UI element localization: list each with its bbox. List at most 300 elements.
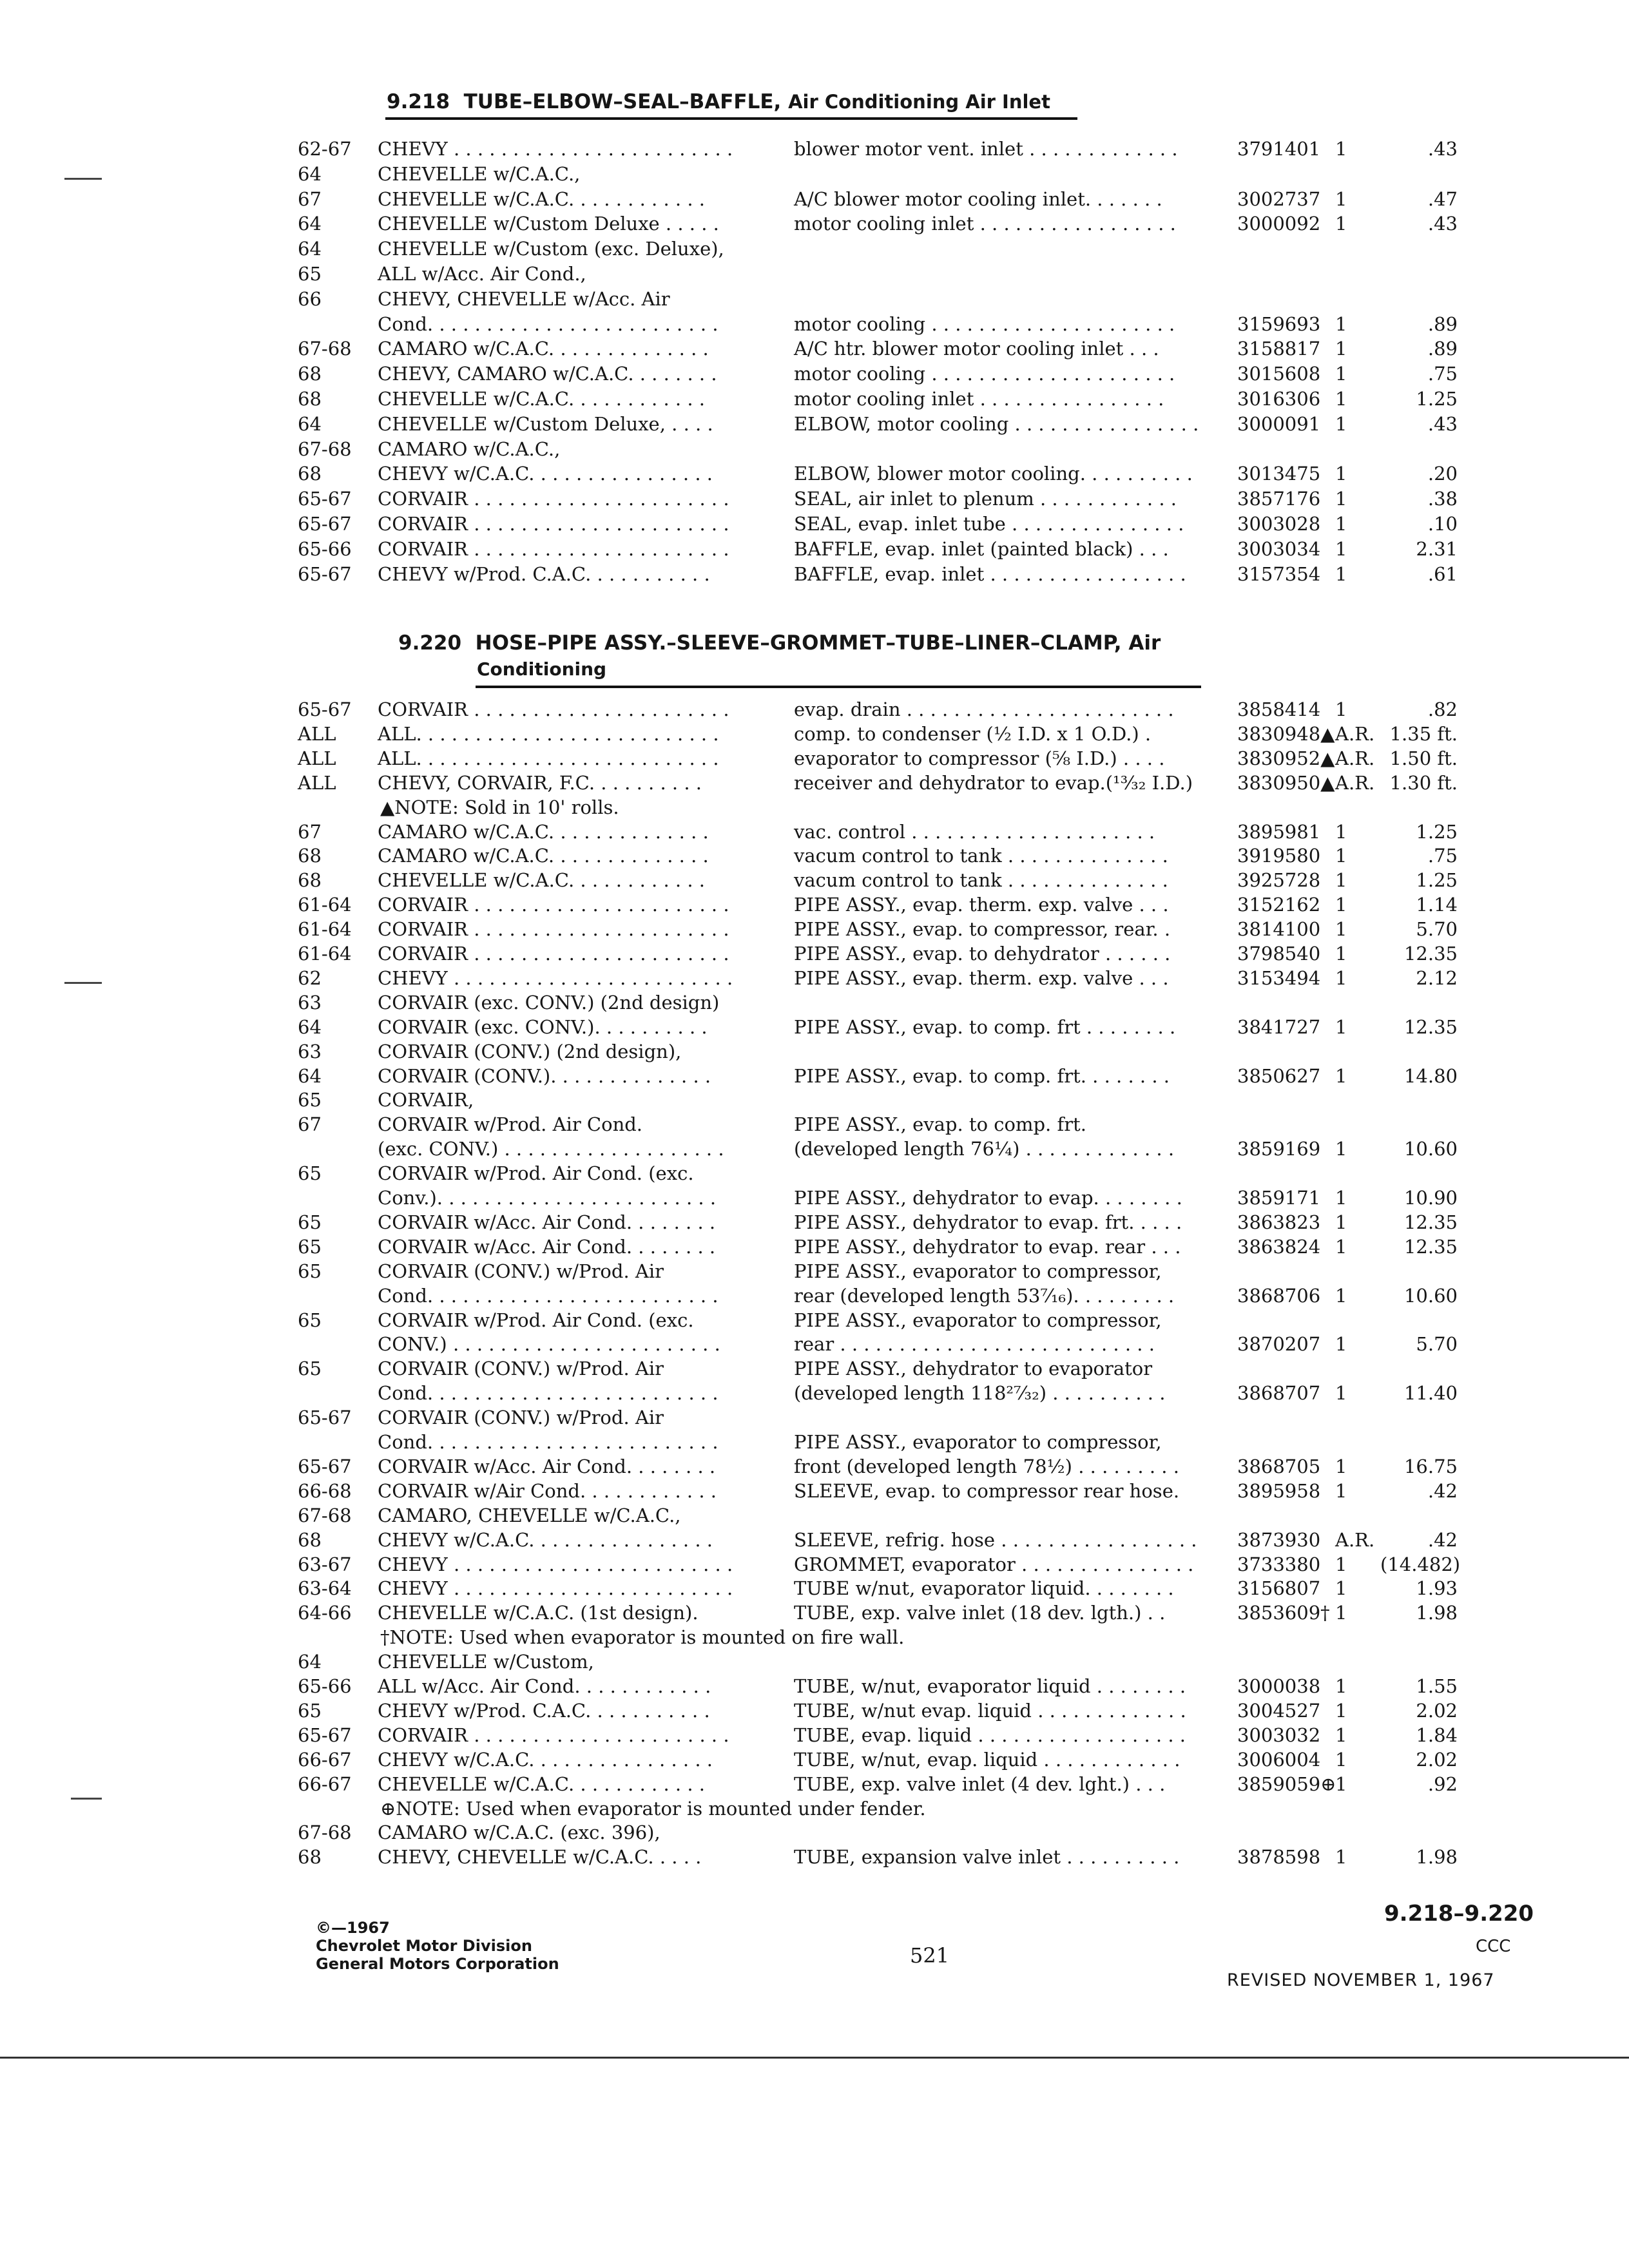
year-cell: 61-64 (298, 943, 352, 965)
section-range: 9.218–9.220 (1384, 1901, 1534, 1927)
part-number-cell: 3003032 (1237, 1724, 1321, 1746)
division-name: Chevrolet Motor Division (316, 1937, 532, 1955)
part-number-cell: 3798540 (1237, 943, 1321, 965)
year-cell: 67 (298, 820, 322, 843)
description-cell: (developed length 118²⁷⁄₃₂) . . . . . . . . . . (794, 1382, 1166, 1405)
table-row (0, 1846, 1629, 1870)
model-cell: CAMARO w/C.A.C. (exc. 396), (378, 1821, 660, 1844)
model-cell: CORVAIR w/Prod. Air Cond. (378, 1113, 643, 1136)
table-row (0, 1138, 1629, 1162)
year-cell: 64 (298, 1064, 322, 1087)
price-cell: 12.35 (1403, 943, 1458, 965)
description-cell: front (developed length 78½) . . . . . . . . . (794, 1455, 1179, 1477)
part-number-cell: 3863824 (1237, 1235, 1321, 1258)
quantity-cell: 1 (1335, 1479, 1347, 1502)
note-text: †NOTE: Used when evaporator is mounted on fire wall. (380, 1626, 905, 1649)
section-title: HOSE–PIPE ASSY.–SLEEVE–GROMMET–TUBE–LINER–CLAMP, Air (475, 631, 1161, 655)
table-row (0, 188, 1629, 213)
year-cell: 65-67 (298, 1407, 352, 1429)
year-cell: ALL (298, 747, 336, 769)
price-cell: 1.35 ft. (1389, 722, 1458, 745)
year-cell: ALL (298, 722, 336, 745)
table-row (0, 1260, 1629, 1285)
model-cell: CAMARO w/C.A.C., (378, 437, 561, 460)
quantity-cell: 1 (1335, 845, 1347, 867)
year-cell: 68 (298, 1846, 322, 1869)
model-cell: Cond. . . . . . . . . . . . . . . . . . . . . . . . . (378, 1284, 718, 1307)
price-cell: 2.02 (1416, 1748, 1458, 1771)
year-cell: 65-67 (298, 698, 352, 720)
year-cell: 65 (298, 1358, 322, 1380)
description-cell: motor cooling . . . . . . . . . . . . . . . . . . . . . (794, 363, 1175, 385)
model-cell: CHEVY w/Prod. C.A.C. . . . . . . . . . . (378, 1699, 710, 1722)
part-number-cell: 3000038 (1237, 1675, 1321, 1697)
quantity-cell: 1 (1335, 698, 1347, 720)
description-cell: PIPE ASSY., dehydrator to evap. frt. . . . . (794, 1211, 1182, 1233)
catalog-code: CCC (1476, 1937, 1511, 1956)
year-cell: 66 (298, 287, 322, 310)
description-cell: A/C htr. blower motor cooling inlet . . . (794, 338, 1159, 360)
quantity-cell: 1 (1335, 488, 1347, 510)
year-cell: 67 (298, 187, 322, 210)
table-row (0, 1577, 1629, 1602)
description-cell: TUBE, evap. liquid . . . . . . . . . . . . . . . . . . (794, 1724, 1186, 1746)
year-cell: 62-67 (298, 138, 352, 160)
year-cell: 65 (298, 1309, 322, 1331)
quantity-cell: 1 (1335, 1699, 1347, 1722)
model-cell: CHEVY w/C.A.C. . . . . . . . . . . . . . . . (378, 1748, 713, 1771)
year-cell: 65 (298, 1260, 322, 1282)
price-cell: 11.40 (1403, 1382, 1458, 1405)
year-cell: 65-67 (298, 513, 352, 535)
model-cell: CAMARO w/C.A.C. . . . . . . . . . . . . . (378, 338, 709, 360)
table-row (0, 388, 1629, 412)
part-number-cell: 3830950▲ (1237, 771, 1335, 794)
table-row (0, 698, 1629, 723)
table-row (0, 894, 1629, 918)
quantity-cell: 1 (1335, 412, 1347, 435)
page-number: 521 (910, 1943, 950, 1968)
table-row (0, 1431, 1629, 1456)
price-cell: .92 (1427, 1773, 1458, 1795)
table-row (0, 943, 1629, 967)
year-cell: 61-64 (298, 918, 352, 941)
quantity-cell: 1 (1335, 562, 1347, 585)
year-cell: 63-64 (298, 1577, 352, 1600)
price-cell: 1.25 (1416, 869, 1458, 892)
table-row (0, 1333, 1629, 1358)
table-row (0, 1821, 1629, 1846)
price-cell: .10 (1427, 513, 1458, 535)
year-cell: 68 (298, 845, 322, 867)
year-cell: 65 (298, 1211, 322, 1233)
table-row (0, 1504, 1629, 1529)
part-number-cell: 3830948▲ (1237, 722, 1335, 745)
model-cell: ALL w/Acc. Air Cond. . . . . . . . . . . . (378, 1675, 711, 1697)
year-cell: 68 (298, 388, 322, 410)
table-row (0, 845, 1629, 869)
price-cell: 1.14 (1416, 894, 1458, 916)
model-cell: CORVAIR w/Acc. Air Cond. . . . . . . . (378, 1455, 716, 1477)
part-number-cell: 3157354 (1237, 562, 1321, 585)
part-number-cell: 3873930 (1237, 1528, 1321, 1551)
model-cell: CHEVY w/C.A.C. . . . . . . . . . . . . . . . (378, 1528, 713, 1551)
description-cell: TUBE, expansion valve inlet . . . . . . . . . . (794, 1846, 1180, 1869)
model-cell: CORVAIR w/Air Cond. . . . . . . . . . . . (378, 1479, 717, 1502)
quantity-cell: 1 (1335, 869, 1347, 892)
year-cell: 65-67 (298, 562, 352, 585)
price-cell: .61 (1427, 562, 1458, 585)
model-cell: Cond. . . . . . . . . . . . . . . . . . . . . . . . . (378, 1431, 718, 1453)
description-cell: motor cooling . . . . . . . . . . . . . . . . . . . . . (794, 312, 1175, 335)
table-row (0, 1089, 1629, 1113)
table-row (0, 1675, 1629, 1700)
note-text: ⊕NOTE: Used when evaporator is mounted under fender. (380, 1797, 926, 1820)
table-row (0, 723, 1629, 747)
model-cell: CORVAIR . . . . . . . . . . . . . . . . . . . . . . (378, 698, 729, 720)
table-row (0, 288, 1629, 312)
description-cell: SEAL, air inlet to plenum . . . . . . . . . . . . (794, 488, 1177, 510)
price-cell: 1.25 (1416, 820, 1458, 843)
table-row (0, 538, 1629, 562)
part-number-cell: 3878598 (1237, 1846, 1321, 1869)
part-number-cell: 3016306 (1237, 388, 1321, 410)
part-number-cell: 3859171 (1237, 1187, 1321, 1209)
price-cell: 14.80 (1403, 1064, 1458, 1087)
description-cell: evaporator to compressor (⅝ I.D.) . . . . (794, 747, 1165, 769)
price-cell: 1.93 (1416, 1577, 1458, 1600)
quantity-cell: 1 (1335, 1382, 1347, 1405)
model-cell: CHEVELLE w/Custom, (378, 1651, 594, 1673)
part-number-cell: 3857176 (1237, 488, 1321, 510)
part-number-cell: 3015608 (1237, 363, 1321, 385)
model-cell: CHEVELLE w/C.A.C. . . . . . . . . . . . (378, 388, 705, 410)
quantity-cell: 1 (1335, 1138, 1347, 1160)
description-cell: PIPE ASSY., evaporator to compressor, (794, 1260, 1162, 1282)
table-row (0, 438, 1629, 463)
year-cell: 67-68 (298, 437, 352, 460)
year-cell: 67-68 (298, 338, 352, 360)
model-cell: CORVAIR . . . . . . . . . . . . . . . . . . . . . . (378, 1724, 729, 1746)
model-cell: CHEVY, CHEVELLE w/C.A.C. . . . . (378, 1846, 702, 1869)
part-number-cell: 3895958 (1237, 1479, 1321, 1502)
model-cell: CHEVELLE w/C.A.C., (378, 162, 581, 185)
table-row (0, 1016, 1629, 1041)
table-row (0, 1211, 1629, 1236)
description-cell: vacum control to tank . . . . . . . . . . . . . . (794, 845, 1168, 867)
model-cell: ALL w/Acc. Air Cond., (378, 263, 586, 285)
description-cell: GROMMET, evaporator . . . . . . . . . . . . . . . (794, 1553, 1194, 1575)
revised-date: REVISED NOVEMBER 1, 1967 (1227, 1970, 1495, 1990)
description-cell: PIPE ASSY., dehydrator to evap. . . . . . . . (794, 1187, 1182, 1209)
model-cell: CORVAIR (CONV.). . . . . . . . . . . . . . (378, 1064, 711, 1087)
price-cell: 1.50 ft. (1389, 747, 1458, 769)
model-cell: CHEVY, CAMARO w/C.A.C. . . . . . . . (378, 363, 717, 385)
part-number-cell: 3830952▲ (1237, 747, 1335, 769)
quantity-cell: 1 (1335, 537, 1347, 560)
model-cell: CHEVELLE w/C.A.C. (1st design). (378, 1602, 699, 1624)
price-cell: .75 (1427, 845, 1458, 867)
quantity-cell: 1 (1335, 463, 1347, 485)
price-cell: 12.35 (1403, 1015, 1458, 1038)
table-row (0, 488, 1629, 512)
copyright: ©—1967 (316, 1919, 390, 1937)
price-cell: 10.60 (1403, 1138, 1458, 1160)
price-cell: 2.12 (1416, 966, 1458, 989)
model-cell: CHEVELLE w/Custom Deluxe, . . . . (378, 412, 713, 435)
description-cell: BAFFLE, evap. inlet . . . . . . . . . . . . . . . . . (794, 562, 1186, 585)
table-row (0, 1162, 1629, 1187)
model-cell: CAMARO w/C.A.C. . . . . . . . . . . . . . (378, 845, 709, 867)
price-cell: 1.98 (1416, 1602, 1458, 1624)
quantity-cell: 1 (1335, 1577, 1347, 1600)
corporation-name: General Motors Corporation (316, 1955, 559, 1973)
table-row (0, 338, 1629, 362)
table-row (0, 263, 1629, 287)
year-cell: 67-68 (298, 1821, 352, 1844)
part-number-cell: 3003028 (1237, 513, 1321, 535)
table-row (0, 1065, 1629, 1090)
table-row (0, 138, 1629, 162)
part-number-cell: 3859169 (1237, 1138, 1321, 1160)
price-cell: 10.60 (1403, 1284, 1458, 1307)
year-cell: ALL (298, 771, 336, 794)
year-cell: 65 (298, 1235, 322, 1258)
quantity-cell: 1 (1335, 1333, 1347, 1356)
price-cell: 12.35 (1403, 1235, 1458, 1258)
part-number-cell: 3895981 (1237, 820, 1321, 843)
model-cell: ALL. . . . . . . . . . . . . . . . . . . . . . . . . . (378, 722, 719, 745)
price-cell: 16.75 (1403, 1455, 1458, 1477)
year-cell: 61-64 (298, 894, 352, 916)
description-cell: ELBOW, motor cooling . . . . . . . . . . . . . . . . (794, 412, 1199, 435)
section-title: TUBE–ELBOW–SEAL–BAFFLE, (463, 90, 782, 113)
section-9220-title (398, 631, 1161, 655)
year-cell: 67 (298, 1113, 322, 1136)
description-cell: PIPE ASSY., dehydrator to evaporator (794, 1358, 1153, 1380)
table-row (0, 1407, 1629, 1431)
year-cell: 66-68 (298, 1479, 352, 1502)
table-row (0, 992, 1629, 1016)
model-cell: CHEVY w/Prod. C.A.C. . . . . . . . . . . (378, 562, 710, 585)
year-cell: 65 (298, 1699, 322, 1722)
year-cell: 63 (298, 1040, 322, 1062)
year-cell: 65 (298, 1089, 322, 1111)
model-cell: CORVAIR . . . . . . . . . . . . . . . . . . . . . . (378, 513, 729, 535)
model-cell: CHEVELLE w/Custom Deluxe . . . . . (378, 213, 719, 235)
section-9220-title-cont: Conditioning (477, 658, 607, 680)
description-cell: PIPE ASSY., evap. therm. exp. valve . . . (794, 966, 1169, 989)
year-cell: 68 (298, 463, 322, 485)
price-cell: .89 (1427, 312, 1458, 335)
table-row (0, 1113, 1629, 1138)
model-cell: CORVAIR w/Prod. Air Cond. (exc. (378, 1309, 694, 1331)
price-cell: .43 (1427, 213, 1458, 235)
description-cell: vac. control . . . . . . . . . . . . . . . . . . . . . (794, 820, 1155, 843)
bottom-rule (0, 2057, 1629, 2059)
price-cell: 5.70 (1416, 918, 1458, 941)
table-row (0, 1700, 1629, 1724)
model-cell: CHEVY w/C.A.C. . . . . . . . . . . . . . . . (378, 463, 713, 485)
table-row (0, 869, 1629, 894)
price-cell: 1.98 (1416, 1846, 1458, 1869)
description-cell: motor cooling inlet . . . . . . . . . . . . . . . . (794, 388, 1164, 410)
quantity-cell: 1 (1335, 1235, 1347, 1258)
description-cell: PIPE ASSY., evap. to comp. frt . . . . . . . . (794, 1015, 1176, 1038)
quantity-cell: 1 (1335, 1187, 1347, 1209)
description-cell: PIPE ASSY., evap. to dehydrator . . . . . . (794, 943, 1171, 965)
description-cell: TUBE w/nut, evaporator liquid. . . . . . . . (794, 1577, 1174, 1600)
part-number-cell: 3733380 (1237, 1553, 1321, 1575)
model-cell: Conv.). . . . . . . . . . . . . . . . . . . . . . . . (378, 1187, 717, 1209)
table-row (0, 1602, 1629, 1626)
table-row (0, 1309, 1629, 1334)
part-number-cell: 3859059⊕ (1237, 1773, 1336, 1795)
quantity-cell: 1 (1335, 1846, 1347, 1869)
table-row (0, 1285, 1629, 1309)
price-cell: .42 (1427, 1528, 1458, 1551)
quantity-cell: 1 (1335, 388, 1347, 410)
part-number-cell: 3003034 (1237, 537, 1321, 560)
part-number-cell: 3159693 (1237, 312, 1321, 335)
model-cell: CORVAIR . . . . . . . . . . . . . . . . . . . . . . (378, 918, 729, 941)
year-cell: 63 (298, 991, 322, 1014)
price-cell: .38 (1427, 488, 1458, 510)
model-cell: (exc. CONV.) . . . . . . . . . . . . . . . . . . . (378, 1138, 724, 1160)
quantity-cell: A.R. (1335, 1528, 1375, 1551)
table-row (0, 563, 1629, 588)
section-number: 9.218 (387, 90, 450, 113)
description-cell: TUBE, w/nut, evaporator liquid . . . . . . . . (794, 1675, 1186, 1697)
model-cell: CORVAIR . . . . . . . . . . . . . . . . . . . . . . (378, 537, 729, 560)
year-cell: 65-67 (298, 1724, 352, 1746)
model-cell: CHEVY . . . . . . . . . . . . . . . . . . . . . . . . (378, 1553, 733, 1575)
model-cell: CORVAIR (CONV.) (2nd design), (378, 1040, 682, 1062)
year-cell: 64 (298, 162, 322, 185)
description-cell: SLEEVE, refrig. hose . . . . . . . . . . . . . . . . . (794, 1528, 1197, 1551)
price-cell: .43 (1427, 138, 1458, 160)
table-row (0, 772, 1629, 796)
quantity-cell: 1 (1335, 1455, 1347, 1477)
table-row (0, 513, 1629, 537)
margin-mark (71, 1798, 102, 1800)
year-cell: 65-66 (298, 537, 352, 560)
part-number-cell: 3919580 (1237, 845, 1321, 867)
model-cell: CHEVELLE w/C.A.C. . . . . . . . . . . . (378, 869, 705, 892)
description-cell: (developed length 76¼) . . . . . . . . . . . . . (794, 1138, 1175, 1160)
model-cell: CHEVY, CHEVELLE w/Acc. Air (378, 287, 670, 310)
description-cell: vacum control to tank . . . . . . . . . . . . . . (794, 869, 1168, 892)
table-row (0, 463, 1629, 487)
year-cell: 65-66 (298, 1675, 352, 1697)
part-number-cell: 3000091 (1237, 412, 1321, 435)
quantity-cell: 1 (1335, 1284, 1347, 1307)
description-cell: BAFFLE, evap. inlet (painted black) . . . (794, 537, 1169, 560)
margin-mark (64, 178, 102, 180)
table-row (0, 1041, 1629, 1065)
part-number-cell: 3868705 (1237, 1455, 1321, 1477)
table-row (0, 363, 1629, 387)
section-subtitle: Air Conditioning Air Inlet (788, 91, 1050, 113)
year-cell: 68 (298, 1528, 322, 1551)
model-cell: CORVAIR w/Acc. Air Cond. . . . . . . . (378, 1211, 716, 1233)
quantity-cell: 1 (1335, 894, 1347, 916)
quantity-cell: 1 (1335, 187, 1347, 210)
price-cell: (14.482) (1380, 1553, 1461, 1575)
price-cell: .42 (1427, 1479, 1458, 1502)
model-cell: CHEVY . . . . . . . . . . . . . . . . . . . . . . . . (378, 138, 733, 160)
quantity-cell: 1 (1335, 943, 1347, 965)
model-cell: CORVAIR (exc. CONV.). . . . . . . . . . (378, 1015, 708, 1038)
description-cell: PIPE ASSY., evap. to comp. frt. . . . . . . . (794, 1064, 1170, 1087)
model-cell: CORVAIR (CONV.) w/Prod. Air (378, 1358, 664, 1380)
year-cell: 65-67 (298, 488, 352, 510)
model-cell: Cond. . . . . . . . . . . . . . . . . . . . . . . . . (378, 1382, 718, 1405)
part-number-cell: 3000092 (1237, 213, 1321, 235)
quantity-cell: 1 (1335, 363, 1347, 385)
table-row (0, 1773, 1629, 1798)
table-row (0, 238, 1629, 262)
description-cell: SEAL, evap. inlet tube . . . . . . . . . . . . . . . (794, 513, 1184, 535)
quantity-cell: 1 (1335, 1015, 1347, 1038)
part-number-cell: 3791401 (1237, 138, 1321, 160)
part-number-cell: 3156807 (1237, 1577, 1321, 1600)
price-cell: .20 (1427, 463, 1458, 485)
model-cell: CHEVY, CORVAIR, F.C. . . . . . . . . . (378, 771, 702, 794)
model-cell: CORVAIR, (378, 1089, 474, 1111)
model-cell: CHEVY . . . . . . . . . . . . . . . . . . . . . . . . (378, 1577, 733, 1600)
part-number-cell: 3853609† (1237, 1602, 1330, 1624)
description-cell: TUBE, exp. valve inlet (4 dev. lght.) . . . (794, 1773, 1166, 1795)
description-cell: TUBE, w/nut, evap. liquid . . . . . . . . . . . . (794, 1748, 1181, 1771)
part-number-cell: 3870207 (1237, 1333, 1321, 1356)
year-cell: 65-67 (298, 1455, 352, 1477)
description-cell: PIPE ASSY., evap. to compressor, rear. . (794, 918, 1171, 941)
model-cell: CHEVY . . . . . . . . . . . . . . . . . . . . . . . . (378, 966, 733, 989)
price-cell: 12.35 (1403, 1211, 1458, 1233)
part-number-cell: 3153494 (1237, 966, 1321, 989)
description-cell: PIPE ASSY., evap. therm. exp. valve . . . (794, 894, 1169, 916)
quantity-cell: 1 (1335, 1748, 1347, 1771)
part-number-cell: 3152162 (1237, 894, 1321, 916)
part-number-cell: 3004527 (1237, 1699, 1321, 1722)
quantity-cell: A.R. (1335, 722, 1375, 745)
model-cell: CORVAIR (exc. CONV.) (2nd design) (378, 991, 720, 1014)
section-number: 9.220 (398, 631, 462, 655)
description-cell: A/C blower motor cooling inlet. . . . . . . (794, 187, 1162, 210)
description-cell: comp. to condenser (½ I.D. x 1 O.D.) . (794, 722, 1152, 745)
quantity-cell: 1 (1335, 338, 1347, 360)
price-cell: .89 (1427, 338, 1458, 360)
model-cell: CORVAIR w/Acc. Air Cond. . . . . . . . (378, 1235, 716, 1258)
price-cell: .47 (1427, 187, 1458, 210)
quantity-cell: 1 (1335, 213, 1347, 235)
table-row (0, 1529, 1629, 1553)
year-cell: 64-66 (298, 1602, 352, 1624)
model-cell: CHEVELLE w/C.A.C. . . . . . . . . . . . (378, 1773, 705, 1795)
description-cell: blower motor vent. inlet . . . . . . . . . . . . . (794, 138, 1178, 160)
part-number-cell: 3814100 (1237, 918, 1321, 941)
part-number-cell: 3858414 (1237, 698, 1321, 720)
year-cell: 64 (298, 1015, 322, 1038)
description-cell: rear (developed length 53⁷⁄₁₆). . . . . . . . . (794, 1284, 1175, 1307)
part-number-cell: 3868707 (1237, 1382, 1321, 1405)
quantity-cell: 1 (1335, 1211, 1347, 1233)
table-row (0, 313, 1629, 338)
table-row (0, 747, 1629, 772)
table-row (0, 1187, 1629, 1211)
model-cell: CORVAIR . . . . . . . . . . . . . . . . . . . . . . (378, 943, 729, 965)
